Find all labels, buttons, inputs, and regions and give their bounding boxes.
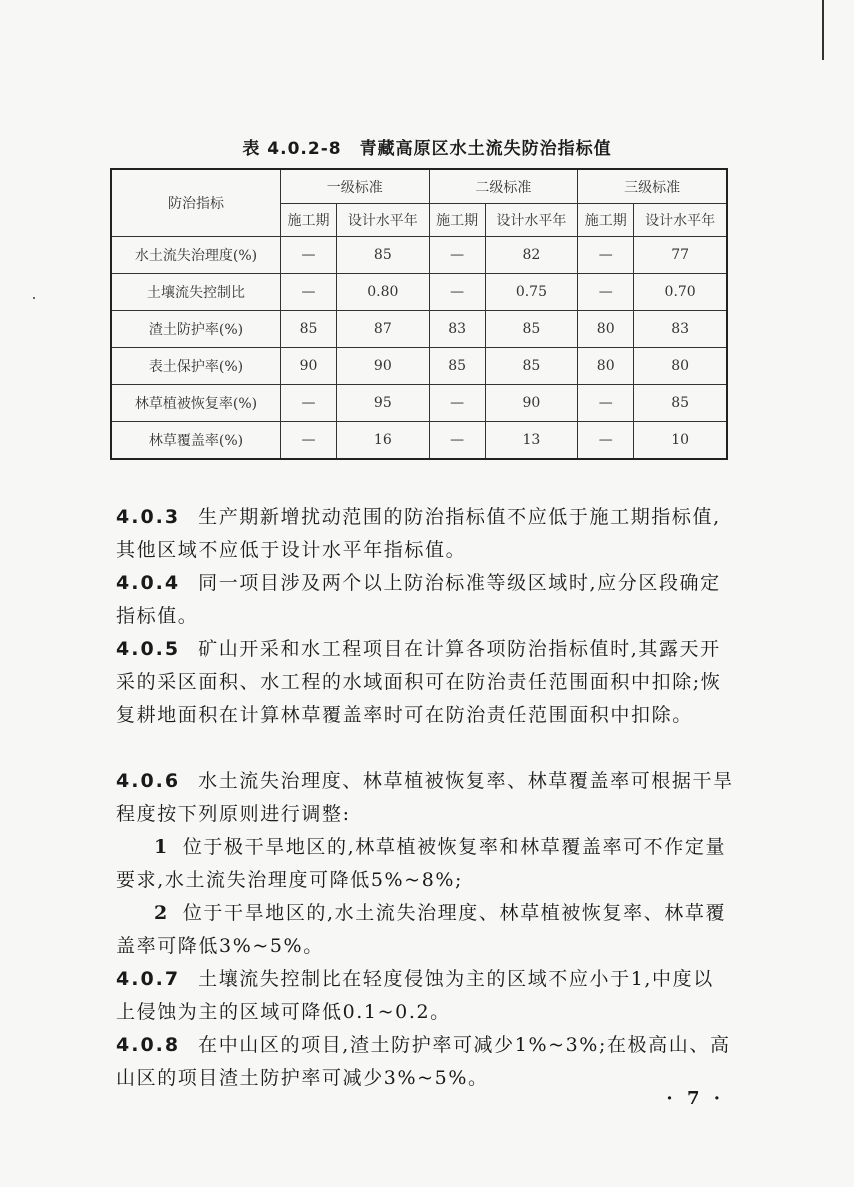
table-cell: — (281, 237, 337, 274)
clause-4-0-7 (116, 963, 734, 1029)
table-cell: 0.80 (337, 274, 430, 311)
table-row (111, 237, 727, 274)
clause-4-0-5 (116, 633, 734, 732)
corner-header: 防治指标 (111, 169, 281, 237)
table-cell: 82 (485, 237, 578, 274)
item-text: 位于干旱地区的,水土流失治理度、林草植被恢复率、林草覆盖率可降低3%~5%。 (116, 902, 727, 957)
level-header: 一级标准 (281, 169, 430, 204)
row-label: 林草覆盖率(%) (111, 422, 281, 460)
clause-number: 4.0.5 (116, 638, 181, 660)
table-cell: 0.75 (485, 274, 578, 311)
table-cell: 85 (429, 348, 485, 385)
table-cell: — (281, 274, 337, 311)
clause-number: 4.0.8 (116, 1034, 181, 1056)
table-cell: 85 (634, 385, 727, 422)
sub-header: 施工期 (281, 204, 337, 237)
row-label: 水土流失治理度(%) (111, 237, 281, 274)
table-cell: 90 (485, 385, 578, 422)
table-cell: — (281, 422, 337, 460)
table-caption (0, 134, 854, 159)
clause-text: 矿山开采和水工程项目在计算各项防治指标值时,其露天开采的采区面积、水工程的水域面积可在防治责任范围面积中扣除;恢复耕地面积在计算林草覆盖率时可在防治责任范围面积中扣除。 (116, 638, 722, 726)
page-number: · 7 · (666, 1088, 724, 1109)
clause-4-0-3 (116, 501, 734, 567)
clause-number: 4.0.7 (116, 968, 181, 990)
table-cell: 85 (337, 237, 430, 274)
clause-4-0-4 (116, 567, 734, 633)
item-number: 1 (154, 836, 169, 858)
table-cell: 16 (337, 422, 430, 460)
clause-4-0-8 (116, 1029, 734, 1095)
item-text: 位于极干旱地区的,林草植被恢复率和林草覆盖率可不作定量要求,水土流失治理度可降低5%~8%; (116, 836, 727, 891)
table-cell: 80 (634, 348, 727, 385)
clause-number: 4.0.6 (116, 770, 181, 792)
clause-text: 生产期新增扰动范围的防治指标值不应低于施工期指标值,其他区域不应低于设计水平年指标值。 (116, 506, 721, 561)
sub-header: 设计水平年 (634, 204, 727, 237)
table-cell: — (578, 385, 634, 422)
table-number: 表 4.0.2-8 (242, 139, 342, 159)
table-cell: 13 (485, 422, 578, 460)
level-header: 二级标准 (429, 169, 578, 204)
item-number: 2 (154, 902, 169, 924)
level-header: 三级标准 (578, 169, 727, 204)
table-cell: — (281, 385, 337, 422)
sub-header: 施工期 (578, 204, 634, 237)
clause-text: 在中山区的项目,渣土防护率可减少1%~3%;在极高山、高山区的项目渣土防护率可减少3%~5%。 (116, 1034, 731, 1089)
clause-text: 同一项目涉及两个以上防治标准等级区域时,应分区段确定指标值。 (116, 572, 721, 627)
table-cell: 90 (337, 348, 430, 385)
indicator-table (110, 168, 728, 460)
table-cell: 95 (337, 385, 430, 422)
clause-text: 土壤流失控制比在轻度侵蚀为主的区域不应小于1,中度以上侵蚀为主的区域可降低0.1~0.2。 (116, 968, 714, 1023)
page-edge-line (822, 0, 824, 60)
table-cell: 90 (281, 348, 337, 385)
table-cell: 85 (485, 311, 578, 348)
table-cell: 83 (429, 311, 485, 348)
table-title: 青藏高原区水土流失防治指标值 (359, 139, 612, 159)
sub-header: 施工期 (429, 204, 485, 237)
table-cell: — (578, 237, 634, 274)
table-cell: 85 (281, 311, 337, 348)
table-row (111, 348, 727, 385)
table-row (111, 274, 727, 311)
table-cell: — (429, 422, 485, 460)
table-cell: — (578, 422, 634, 460)
table-cell: 80 (578, 311, 634, 348)
table-cell: 80 (578, 348, 634, 385)
clause-number: 4.0.4 (116, 572, 181, 594)
table-row (111, 311, 727, 348)
row-label: 土壤流失控制比 (111, 274, 281, 311)
table-row (111, 422, 727, 460)
table-cell: — (429, 385, 485, 422)
list-item (116, 897, 734, 963)
table-cell: — (429, 237, 485, 274)
table-cell: 0.70 (634, 274, 727, 311)
clause-number: 4.0.3 (116, 506, 181, 528)
table-cell: 83 (634, 311, 727, 348)
table-cell: 87 (337, 311, 430, 348)
table-header-row (111, 169, 727, 204)
table-cell: — (578, 274, 634, 311)
table-cell: 77 (634, 237, 727, 274)
row-label: 表土保护率(%) (111, 348, 281, 385)
sub-header: 设计水平年 (337, 204, 430, 237)
sub-header: 设计水平年 (485, 204, 578, 237)
scan-speck (33, 297, 35, 299)
table-row (111, 385, 727, 422)
table-cell: — (429, 274, 485, 311)
row-label: 林草植被恢复率(%) (111, 385, 281, 422)
clause-4-0-6 (116, 765, 734, 831)
list-item (116, 831, 734, 897)
row-label: 渣土防护率(%) (111, 311, 281, 348)
table-cell: 85 (485, 348, 578, 385)
clause-text: 水土流失治理度、林草植被恢复率、林草覆盖率可根据干旱程度按下列原则进行调整: (116, 770, 734, 825)
table-cell: 10 (634, 422, 727, 460)
